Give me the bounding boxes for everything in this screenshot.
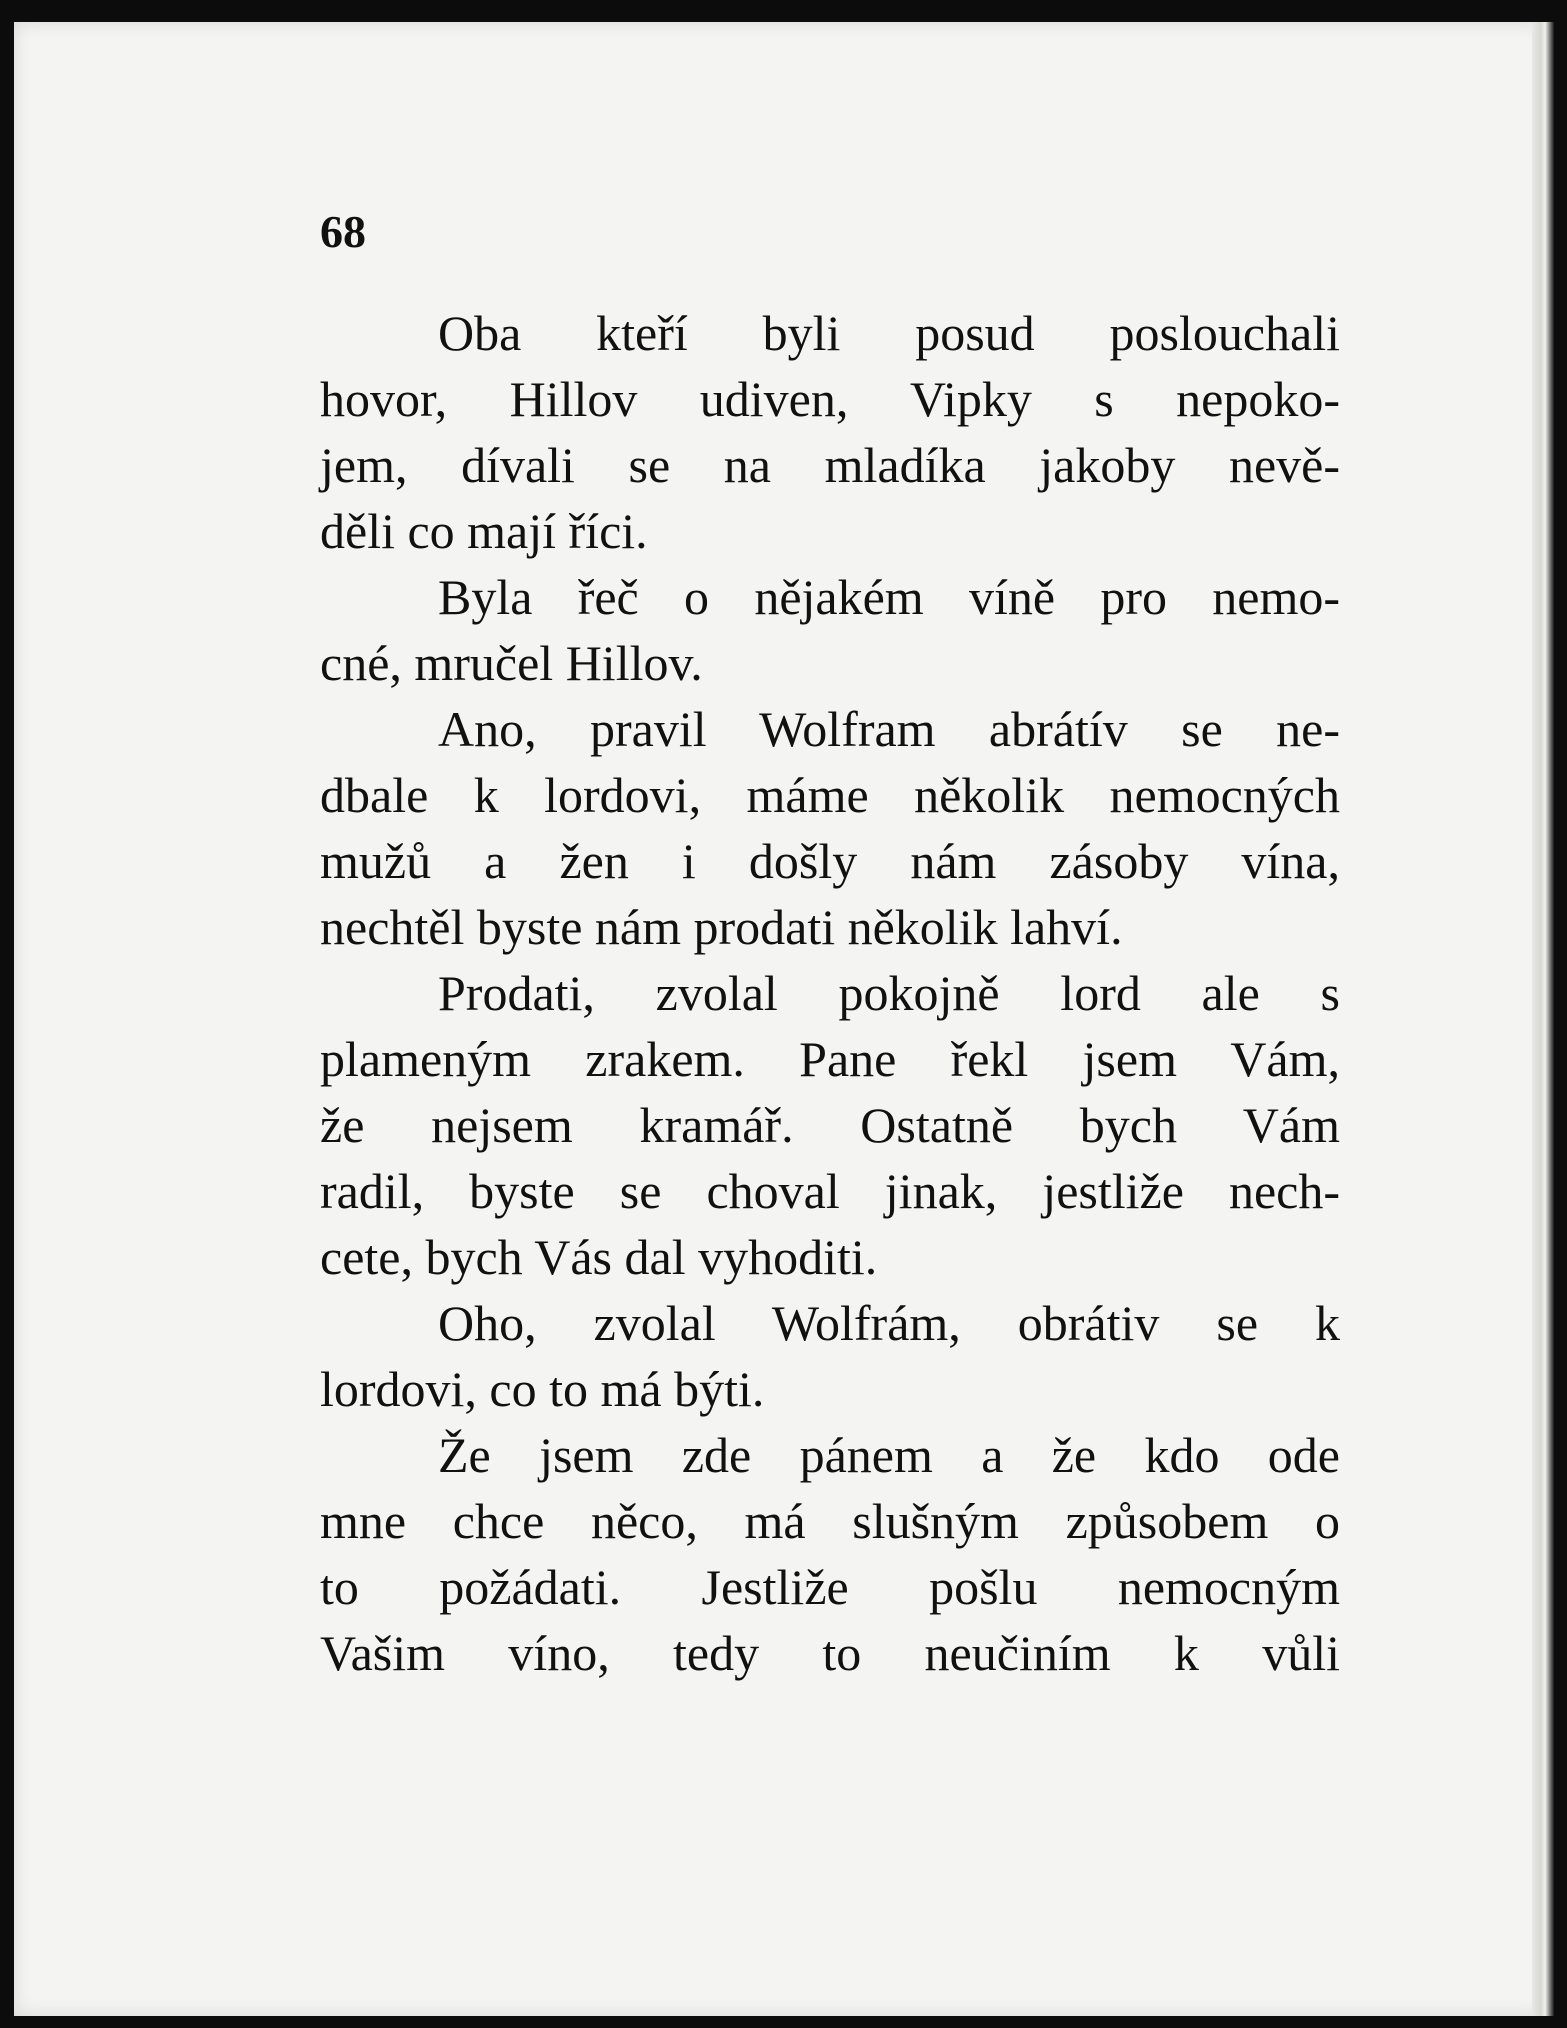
body-text — [320, 300, 1340, 1686]
text-line: mne chce něco, má slušným způsobem o — [320, 1493, 1340, 1549]
text-line: nechtěl byste nám prodati několik lahví. — [320, 899, 1123, 955]
text-line: to požádati. Jestliže pošlu nemocným — [320, 1559, 1340, 1615]
text-line: mužů a žen i došly nám zásoby vína, — [320, 833, 1340, 889]
text-line: radil, byste se choval jinak, jestliže nech- — [320, 1163, 1340, 1219]
text-line: Ano, pravil Wolfram abrátív se ne- — [438, 701, 1340, 757]
text-line: cné, mručel Hillov. — [320, 635, 703, 691]
text-line: Oho, zvolal Wolfrám, obrátiv se k — [438, 1295, 1340, 1351]
text-line: plameným zrakem. Pane řekl jsem Vám, — [320, 1031, 1340, 1087]
text-line: Oba kteří byli posud poslouchali — [438, 305, 1340, 361]
text-line: děli co mají říci. — [320, 503, 648, 559]
text-line: hovor, Hillov udiven, Vipky s nepoko- — [320, 371, 1340, 427]
text-line: Že jsem zde pánem a že kdo ode — [438, 1427, 1340, 1483]
text-line: Vašim víno, tedy to neučiním k vůli — [320, 1625, 1340, 1681]
text-line: Byla řeč o nějakém víně pro nemo- — [438, 569, 1340, 625]
text-line: že nejsem kramář. Ostatně bych Vám — [320, 1097, 1340, 1153]
page-number: 68 — [320, 206, 366, 257]
text-line: dbale k lordovi, máme několik nemocných — [320, 767, 1340, 823]
text-line: cete, bych Vás dal vyhoditi. — [320, 1229, 878, 1285]
text-line: jem, dívali se na mladíka jakoby nevě- — [320, 437, 1340, 493]
page-edge — [1532, 22, 1554, 2016]
text-line: Prodati, zvolal pokojně lord ale s — [438, 965, 1340, 1021]
text-line: lordovi, co to má býti. — [320, 1361, 765, 1417]
